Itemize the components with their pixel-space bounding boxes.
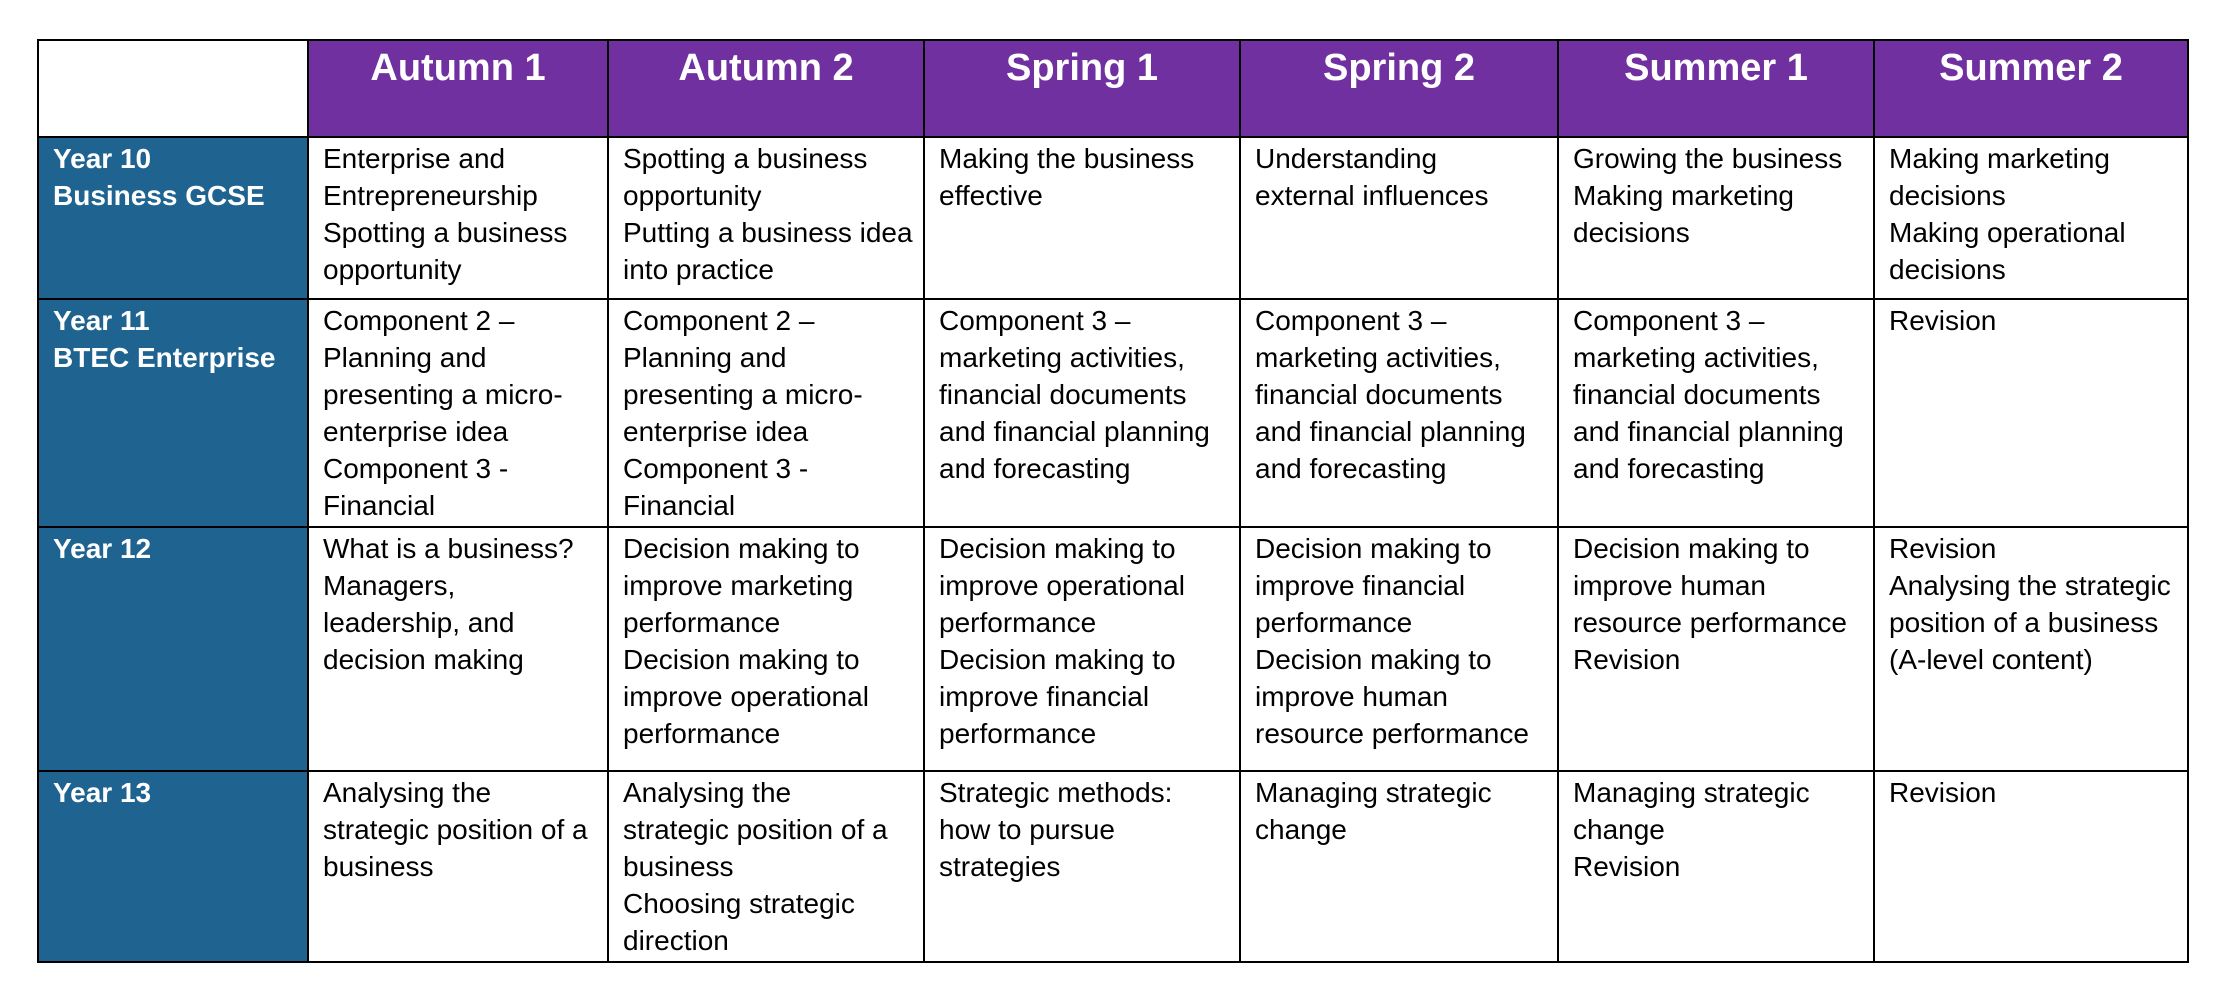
table-cell: Making marketing decisions Making operational decisions [1874,137,2188,299]
table-cell: Strategic methods: how to pursue strategies [924,771,1240,962]
table-cell: Component 3 – marketing activities, financial documents and financial planning and forecasting [924,299,1240,527]
term-header-summer-1: Summer 1 [1558,40,1874,137]
term-header-spring-2: Spring 2 [1240,40,1558,137]
table-row-year-10 [38,137,2188,299]
year-label-cell: Year 13 [38,771,308,962]
table-cell: Managing strategic change Revision [1558,771,1874,962]
term-header-spring-1: Spring 1 [924,40,1240,137]
table-cell: Decision making to improve marketing performance Decision making to improve operational performance [608,527,924,771]
table-cell: What is a business? Managers, leadership, and decision making [308,527,608,771]
year-label-cell: Year 10 Business GCSE [38,137,308,299]
table-cell: Understanding external influences [1240,137,1558,299]
table-cell: Component 2 – Planning and presenting a micro- enterprise idea Component 3 - Financial [608,299,924,527]
table-cell: Decision making to improve financial performance Decision making to improve human resource performance [1240,527,1558,771]
table-cell: Revision [1874,771,2188,962]
table-row-year-11 [38,299,2188,527]
year-label-cell: Year 12 [38,527,308,771]
table-row-year-13 [38,771,2188,962]
table-cell: Component 3 – marketing activities, financial documents and financial planning and forecasting [1240,299,1558,527]
year-label-cell: Year 11 BTEC Enterprise [38,299,308,527]
header-row [38,40,2188,137]
term-header-autumn-1: Autumn 1 [308,40,608,137]
table-cell: Enterprise and Entrepreneurship Spotting a business opportunity [308,137,608,299]
term-header-summer-2: Summer 2 [1874,40,2188,137]
table-cell: Decision making to improve human resource performance Revision [1558,527,1874,771]
table-cell: Making the business effective [924,137,1240,299]
table-cell: Component 3 – marketing activities, financial documents and financial planning and forecasting [1558,299,1874,527]
table-cell: Analysing the strategic position of a business Choosing strategic direction [608,771,924,962]
table-cell: Spotting a business opportunity Putting a business idea into practice [608,137,924,299]
corner-cell [38,40,308,137]
table-cell: Analysing the strategic position of a business [308,771,608,962]
table-cell: Revision Analysing the strategic position of a business (A-level content) [1874,527,2188,771]
table-cell: Component 2 – Planning and presenting a micro- enterprise idea Component 3 - Financial [308,299,608,527]
table-cell: Decision making to improve operational performance Decision making to improve financial performance [924,527,1240,771]
curriculum-table [37,39,2189,963]
table-cell: Managing strategic change [1240,771,1558,962]
table-cell: Revision [1874,299,2188,527]
term-header-autumn-2: Autumn 2 [608,40,924,137]
table-row-year-12 [38,527,2188,771]
table-cell: Growing the business Making marketing decisions [1558,137,1874,299]
